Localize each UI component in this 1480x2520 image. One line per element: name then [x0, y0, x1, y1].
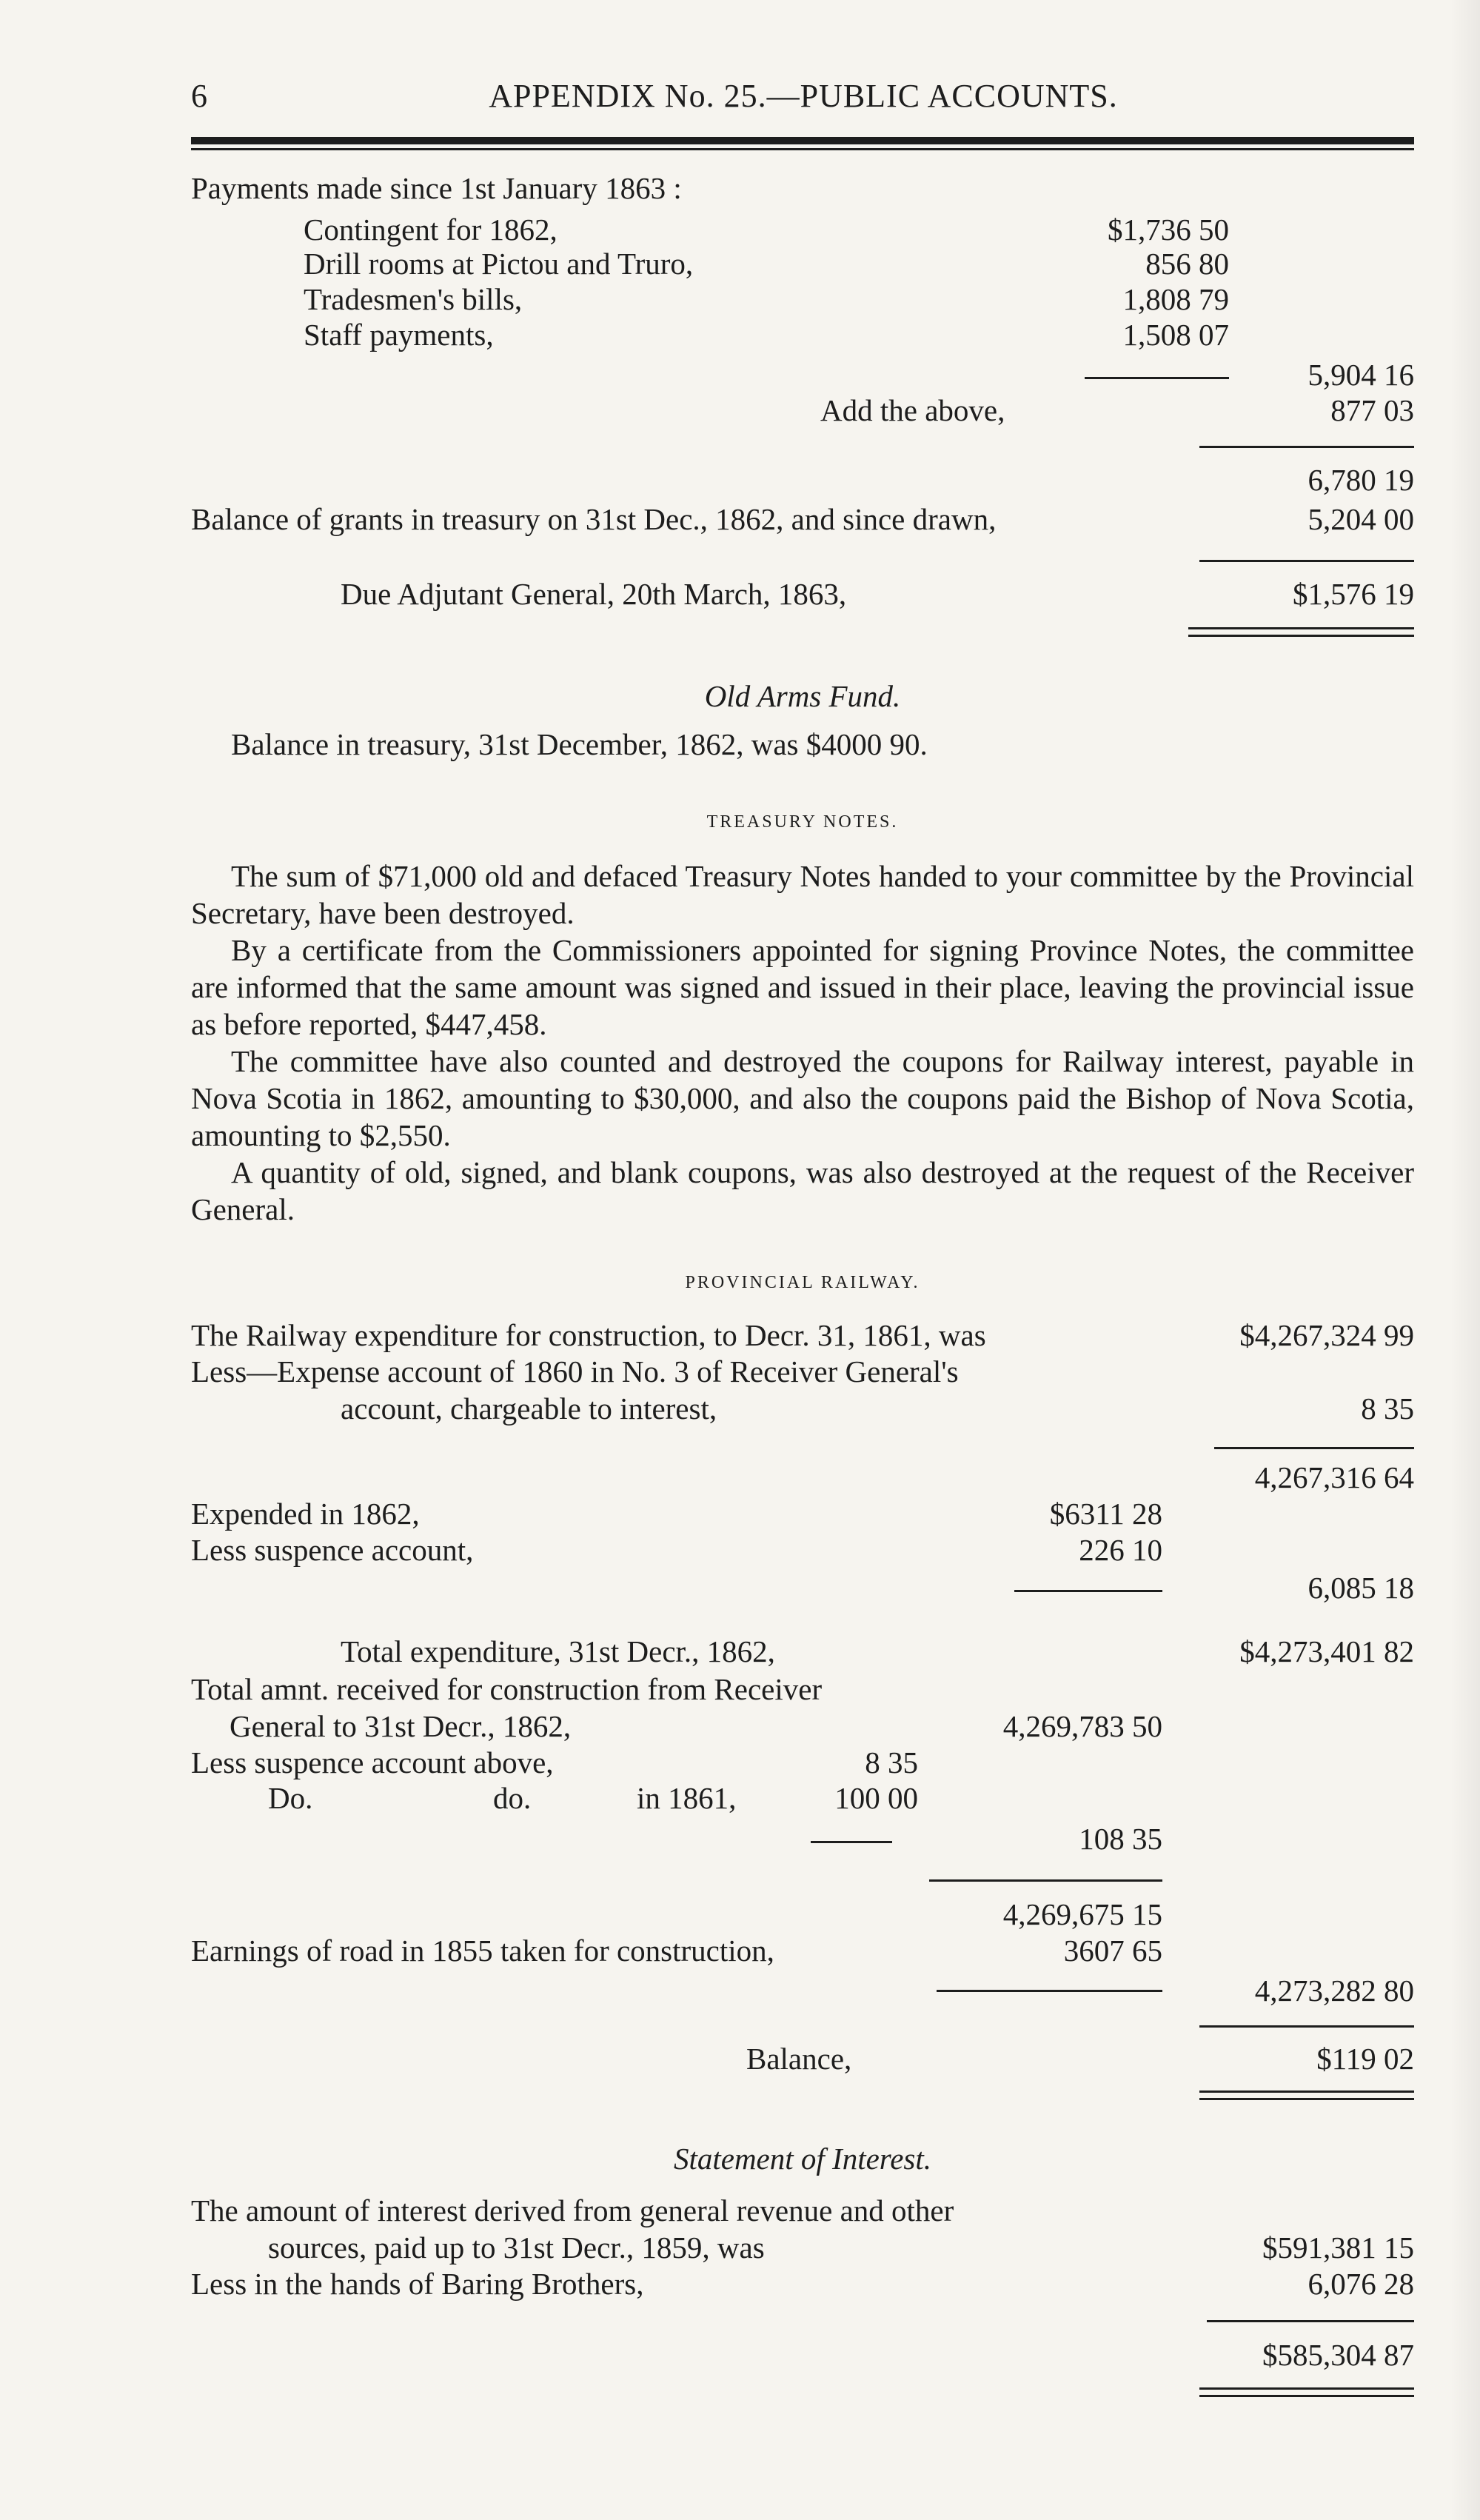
ditto-mark: do.	[493, 1781, 532, 1815]
railway-less-amount: 8 35	[1361, 1391, 1414, 1426]
payment-item-amount: 856 80	[1145, 247, 1229, 281]
payment-item-label: Drill rooms at Pictou and Truro,	[304, 247, 694, 281]
page-edge-shading	[1450, 0, 1480, 2520]
old-arms-heading: Old Arms Fund.	[704, 679, 901, 713]
add-above-amount: 877 03	[1330, 393, 1414, 427]
grand-received-amount: 4,273,282 80	[1254, 1973, 1414, 2008]
double-rule	[1188, 627, 1414, 629]
received-line1: Total amnt. received for construction from Receiver	[191, 1672, 823, 1706]
paragraph: The sum of $71,000 old and defaced Treasury Notes handed to your committee by the Provincial Secretary, have been destroyed.	[191, 859, 1414, 930]
total-expenditure-amount: $4,273,401 82	[1239, 1634, 1414, 1668]
less-suspence-above-label: Less suspence account above,	[191, 1745, 554, 1779]
railway-less-line2: account, chargeable to interest,	[341, 1391, 717, 1426]
railway-net-1861: 4,267,316 64	[1254, 1460, 1414, 1494]
payment-item-label: Staff payments,	[304, 318, 494, 352]
old-arms-text: Balance in treasury, 31st December, 1862, was $4000 90.	[231, 727, 928, 761]
sum-rule	[1207, 2320, 1414, 2322]
paragraph: A quantity of old, signed, and blank coupons, was also destroyed at the request of the Receiver General.	[191, 1155, 1414, 1226]
expended-1862-amount: $6311 28	[1049, 1497, 1162, 1531]
add-above-label: Add the above,	[820, 393, 1005, 427]
baring-brothers-label: Less in the hands of Baring Brothers,	[191, 2267, 644, 2301]
suspence-total: 108 35	[1079, 1822, 1162, 1856]
double-rule	[1199, 2090, 1414, 2093]
double-rule	[1199, 2098, 1414, 2100]
earnings-amount: 3607 65	[1063, 1934, 1162, 1968]
net-received-amount: 4,269,675 15	[1002, 1897, 1162, 1931]
baring-brothers-amount: 6,076 28	[1307, 2267, 1414, 2301]
interest-amount: $591,381 15	[1262, 2230, 1414, 2265]
railway-expenditure-label: The Railway expenditure for construction, to Decr. 31, 1861, was	[191, 1318, 986, 1352]
ditto-year: in 1861,	[637, 1781, 737, 1815]
balance-grants-label: Balance of grants in treasury on 31st Dec., 1862, and since drawn,	[191, 502, 997, 536]
interest-heading: Statement of Interest.	[673, 2142, 932, 2176]
paragraph: The committee have also counted and destroyed the coupons for Railway interest, payable in Nova Scotia in 1862, amounting to $30,000, and also the coupons paid the Bishop of Nova Scotia, amounting to $2,550.	[191, 1044, 1414, 1152]
ditto-label: Do.	[268, 1781, 313, 1815]
received-amount: 4,269,783 50	[1002, 1709, 1162, 1743]
ditto-amount: 100 00	[834, 1781, 918, 1815]
railway-less-line1: Less—Expense account of 1860 in No. 3 of Receiver General's	[191, 1354, 959, 1388]
paragraph: By a certificate from the Commissioners appointed for signing Province Notes, the committee are informed that the same amount was signed and issued in their place, leaving the provincial issue as before reported, $447,458.	[191, 933, 1414, 1041]
railway-expenditure-amount: $4,267,324 99	[1239, 1318, 1414, 1352]
railway-heading: PROVINCIAL RAILWAY.	[685, 1273, 920, 1292]
payments-heading: Payments made since 1st January 1863 :	[191, 171, 682, 205]
received-line2: General to 31st Decr., 1862,	[230, 1709, 572, 1743]
header-rule-thick	[191, 137, 1414, 144]
railway-net-1862: 6,085 18	[1307, 1571, 1414, 1605]
double-rule	[1199, 2387, 1414, 2390]
subtotal-amount: 6,780 19	[1307, 463, 1414, 497]
treasury-notes-heading: TREASURY NOTES.	[706, 812, 899, 832]
sum-rule	[1214, 1447, 1414, 1449]
suspence-account-label: Less suspence account,	[191, 1533, 474, 1567]
header-rule-thin	[191, 148, 1414, 150]
sum-rule	[929, 1879, 1162, 1882]
expended-1862-label: Expended in 1862,	[191, 1497, 420, 1531]
sum-rule	[1199, 2025, 1414, 2028]
railway-balance-label: Balance,	[746, 2042, 852, 2076]
double-rule	[1199, 2395, 1414, 2397]
sum-rule	[1199, 560, 1414, 562]
payment-item-amount: $1,736 50	[1108, 213, 1229, 247]
payment-item-amount: 1,808 79	[1122, 282, 1229, 316]
interest-net-amount: $585,304 87	[1262, 2338, 1414, 2372]
sum-rule	[1199, 446, 1414, 448]
due-adjutant-amount: $1,576 19	[1293, 577, 1414, 611]
payment-item-label: Contingent for 1862,	[304, 213, 557, 247]
page-number: 6	[191, 78, 207, 114]
suspence-account-amount: 226 10	[1079, 1533, 1162, 1567]
payment-item-amount: 1,508 07	[1122, 318, 1229, 352]
treasury-notes-body	[191, 858, 1414, 1228]
less-suspence-above-amount: 8 35	[865, 1745, 918, 1779]
interest-line1: The amount of interest derived from general revenue and other	[191, 2193, 954, 2227]
payments-total: 5,904 16	[1307, 358, 1414, 392]
due-adjutant-label: Due Adjutant General, 20th March, 1863,	[341, 577, 847, 611]
total-expenditure-label: Total expenditure, 31st Decr., 1862,	[341, 1634, 775, 1668]
railway-balance-amount: $119 02	[1316, 2042, 1414, 2076]
sum-rule	[937, 1990, 1162, 1992]
balance-grants-amount: 5,204 00	[1307, 502, 1414, 536]
double-rule	[1188, 635, 1414, 637]
sum-rule	[811, 1841, 892, 1843]
page-title: APPENDIX No. 25.—PUBLIC ACCOUNTS.	[489, 78, 1118, 114]
interest-line2: sources, paid up to 31st Decr., 1859, was	[268, 2230, 765, 2265]
earnings-label: Earnings of road in 1855 taken for construction,	[191, 1934, 774, 1968]
payment-item-label: Tradesmen's bills,	[304, 282, 523, 316]
sum-rule	[1014, 1590, 1162, 1592]
